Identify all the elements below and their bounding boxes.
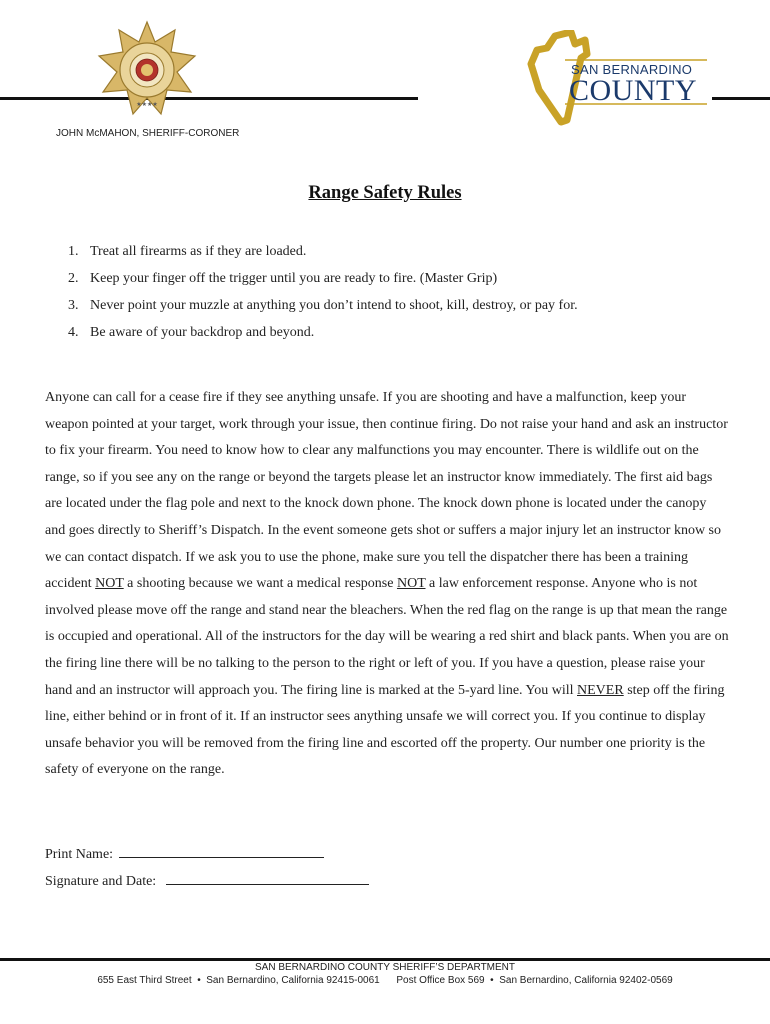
footer-rule xyxy=(0,958,770,961)
county-logo xyxy=(527,30,712,126)
footer-po-city: San Bernardino, California 92402-0569 xyxy=(499,975,673,986)
svg-text:★★★★: ★★★★ xyxy=(136,101,158,108)
footer-street: 655 East Third Street xyxy=(97,975,192,986)
rule-text: Never point your muzzle at anything you don’t intend to shoot, kill, destroy, or pay for. xyxy=(90,298,578,313)
rule-item xyxy=(68,269,578,296)
rule-number: 3. xyxy=(68,298,79,313)
page-title: Range Safety Rules xyxy=(308,183,462,203)
safety-paragraph xyxy=(45,385,730,784)
sheriff-name: JOHN McMAHON, SHERIFF-CORONER xyxy=(56,128,240,139)
header-rule-left xyxy=(0,97,418,100)
sheriff-badge-icon xyxy=(95,20,199,120)
emphasis-not: NOT xyxy=(396,576,426,592)
rule-item xyxy=(68,242,578,269)
bullet-icon: • xyxy=(490,975,494,986)
rule-number: 1. xyxy=(68,244,79,259)
rule-item xyxy=(68,296,578,323)
rule-number: 4. xyxy=(68,325,79,340)
print-name-row xyxy=(45,843,324,863)
rules-list xyxy=(68,242,578,350)
rule-item xyxy=(68,323,578,350)
print-name-field[interactable] xyxy=(119,843,324,858)
paragraph-text: step off the firing line, either behind or in front of it. If an instructor sees anything unsafe we will correct you. If you continue to display unsafe behavior you will be removed from the firing line and escorted off the property. Our number one priority is the safety of everyone on the range. xyxy=(45,682,725,778)
emphasis-never: NEVER xyxy=(577,682,624,698)
footer-city: San Bernardino, California 92415-0061 xyxy=(206,975,380,986)
logo-small-text: SAN BERNARDINO xyxy=(571,62,693,77)
logo-big-text: COUNTY xyxy=(569,74,697,107)
footer-department: SAN BERNARDINO COUNTY SHERIFF’S DEPARTMENT xyxy=(254,962,516,973)
footer-address xyxy=(0,975,770,986)
footer-po-box: Post Office Box 569 xyxy=(396,975,485,986)
signature-row xyxy=(45,870,369,890)
bullet-icon: • xyxy=(197,975,201,986)
rule-text: Keep your finger off the trigger until you are ready to fire. (Master Grip) xyxy=(90,271,498,286)
emphasis-not: NOT xyxy=(95,576,124,592)
paragraph-text: Anyone can call for a cease fire if they see anything unsafe. If you are shooting and have a malfunction, keep your weapon pointed at your target, work through your issue, then continue firing. Do not raise your hand and ask an instructor to fix your firearm. You need to know how to clear any malfunctions you may encounter. There is wildlife out on the range, so if you see any on the range or beyond the targets please let an instructor know immediately. The first aid bags are located under the flag pole and next to the knock down phone. The knock down phone is located under the canopy and goes directly to Sheriff’s Dispatch. In the event someone gets shot or suffers a major injury let an instructor know so we can contact dispatch. If we ask you to use the phone, make sure you tell the dispatcher there has been a training accident xyxy=(45,390,728,592)
paragraph-text: a law enforcement response. Anyone who is not involved please move off the range and stand near the bleachers. When the red flag on the range is up that mean the range is occupied and operational. All of the instructors for the day will be wearing a red shirt and black pants. When you are on the firing line there will be no talking to the person to the right or left of you. If you have a question, please raise your hand and an instructor will approach you. The firing line is marked at the 5-yard line. You will xyxy=(45,576,729,698)
paragraph-text: a shooting because we want a medical response xyxy=(123,576,397,592)
signature-label: Signature and Date: xyxy=(45,874,157,889)
print-name-label: Print Name: xyxy=(45,847,114,862)
rule-text: Treat all firearms as if they are loaded. xyxy=(90,244,307,259)
signature-field[interactable] xyxy=(166,870,369,885)
header-rule-right xyxy=(712,97,770,100)
rule-number: 2. xyxy=(68,271,79,286)
rule-text: Be aware of your backdrop and beyond. xyxy=(90,325,315,340)
